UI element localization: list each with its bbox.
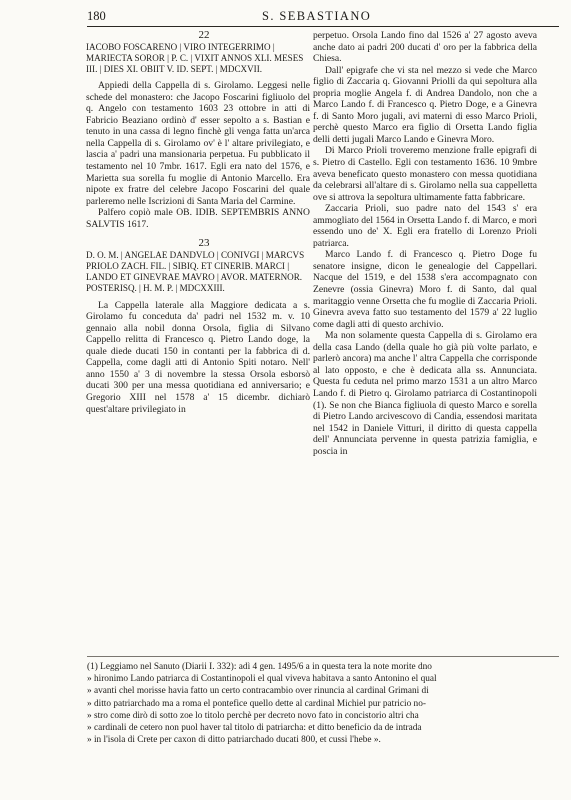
inscription-text: IACOBO FOSCARENO | VIRO INTEGERRIMO | MARIECTA SOROR | P. C. | VIXIT ANNOS XLI. MESES III. | DIES XI. OBIIT V. ID. SEPT. | MDCXVII.: [86, 41, 304, 74]
left-column: [86, 30, 310, 415]
paragraph: Zaccaria Prioli, suo padre nato del 1543 s' era ammogliato del 1564 in Orsetta Lando f. di Marco, e morì essendo uno de' X. Egli era fratello di Lorenzo Prioli patriarca.: [313, 203, 537, 249]
paragraph: Dall' epigrafe che vi sta nel mezzo si vede che Marco figlio di Zaccaria q. Giovanni Priolli da qui sepoltura alla propria moglie Angela f. di Andrea Dandolo, non che a Marco Lando f. di Francesco q. Pietro Doge, e a Ginevra f. di Santo Moro jugali, avi materni di esso Marco Prioli, perchè questo Marco era figlio di Orsetta Lando figlia delli detti jugali Marco Lando e Ginevra Moro.: [313, 64, 537, 145]
header-rule: [87, 26, 559, 27]
inscription-number: 23: [198, 237, 210, 250]
paragraph: Palfero copiò male OB. IDIB. SEPTEMBRIS ANNO SALVTIS 1617.: [86, 207, 310, 230]
footnote-line: » cardinali de cetero non puol haver tal titolo di patriarcha: et ditto beneficio da de intrada: [87, 723, 422, 734]
inscription-text: D. O. M. | ANGELAE DANDVLO | CONIVGI | MARCVS PRIOLO ZACH. FIL. | SIBIQ. ET CINERIB. MARCI | LANDO ET GINEVRAE MAVRO | AVOR. MATERNOR. POSTERISQ. | H. M. P. | MDCXXIII.: [86, 249, 305, 294]
footnote-line: » stro come dirò di sotto zoe lo titolo perchè per decreto novo fato in concistorio altri cha: [87, 710, 419, 721]
paragraph: perpetuo. Orsola Lando fino dal 1526 a' 27 agosto aveva anche dato ai padri 200 ducati d' oro per la fabbrica della Chiesa.: [313, 30, 537, 65]
footnote-rule: [87, 656, 559, 657]
footnote: [87, 661, 559, 746]
footnote-line: » avanti chel morisse havia fatto un certo contracambio over rinuncia al cardinal Grimani di: [87, 686, 429, 697]
paragraph: Di Marco Prioli troveremo menzione fralle epigrafi di s. Pietro di Castello. Egli con testamento 1636. 10 9mbre aveva beneficato questo monastero con messa quotidiana da celebrarsi all'altare di s. Girolamo nella sua cappelletta ove si attrova la sepoltura ultimamente fatta fabbricare.: [313, 145, 537, 203]
footnote-line: » hironimo Lando patriarca di Costantinopoli el qual viveva habitava a santo Antonino el qual: [87, 674, 437, 685]
paragraph: Marco Lando f. di Francesco q. Pietro Doge fu senatore insigne, dicon le genealogie del Cappellari. Nacque del 1519, e del 1538 s'era accompagnato con Zenevre (ossia Ginevra) Moro f. di Santo, dal qual maritaggio venne Orsetta che fu moglie di Zaccaria Prioli. Ginevra aveva fatto suo testamento del 1579 a' 22 luglio come dagli atti di questo archivio.: [313, 249, 537, 330]
paragraph: Ma non solamente questa Cappella di s. Girolamo era della casa Lando (della quale ho già più volte parlato, e parlerò ancora) ma anche l' altra Cappella che corrisponde al lato opposto, e che è dedicata alla ss. Annunciata. Questa fu ceduta nel primo marzo 1531 a un altro Marco Lando f. di Pietro q. Girolamo patriarca di Costantinopoli (1). Se non che Bianca figliuola di questo Marco e sorella di Pietro Lando arcivescovo di Candia, essendosi maritata nel 1542 in Daniele Vitturi, il diritto di questa cappella dell' Annunciata pervenne in questa patrizia famiglia, e poscia in: [313, 330, 537, 457]
right-column: [313, 30, 537, 457]
running-title: S. SEBASTIANO: [262, 9, 372, 23]
footnote-line: (1) Leggiamo nel Sanuto (Diarii I. 332): adì 4 gen. 1495/6 a in questa tera la note morite dno: [87, 662, 432, 672]
paragraph: La Cappella laterale alla Maggiore dedicata a s. Girolamo fu conceduta da' padri nel 1532 m. v. 10 gennaio alla nobil donna Orsola, figlia di Silvano Cappello relitta di Francesco q. Pietro Lando doge, la quale diede ducati 150 in contanti per la fabbrica di d. Cappella, come dagli atti di Antonio Spiti notaro. Nell' anno 1550 a' 3 di novembre la stessa Orsola esborsò ducati 300 per una messa quotidiana ed anniversario; e Gregorio XIII nel 1578 a' 15 dicembr. dichiarò quest'altare privilegiato in: [86, 299, 310, 415]
inscription-number: 22: [198, 29, 210, 41]
paragraph: Appiedi della Cappella di s. Girolamo. Leggesi nelle schede del monastero: che Jacopo Foscarini figliuolo del q. Angelo con testamento 1603 23 ottobre in atti di Fabricio Beaziano ordinò d' esser sepolto a s. Bastian e tenuto in una cassa di legno finchè gli venga fatta un'arca nella Cappella di s. Girolamo ov' è l' altare privilegiato, e lascia a' padri una mansionaria perpetua. Fu pubblicato il testamento nel 10 7mbr. 1617. Egli era nato del 1576, e Marietta sua sorella fu moglie di Antonio Marcello. Era nipote ex fratre del celebre Jacopo Foscarini del quale parleremo nelle Iscrizioni di Santa Maria del Carmine.: [86, 80, 310, 207]
footnote-line: » in l'isola di Crete per caxon di ditto patriarchado ducati 800, et cussi l'hebe ».: [87, 735, 381, 746]
page-number: 180: [87, 9, 106, 23]
footnote-line: » ditto patriarchado ma a roma el pontefice quello dette al cardinal Michiel pur patricio no-: [87, 698, 426, 709]
